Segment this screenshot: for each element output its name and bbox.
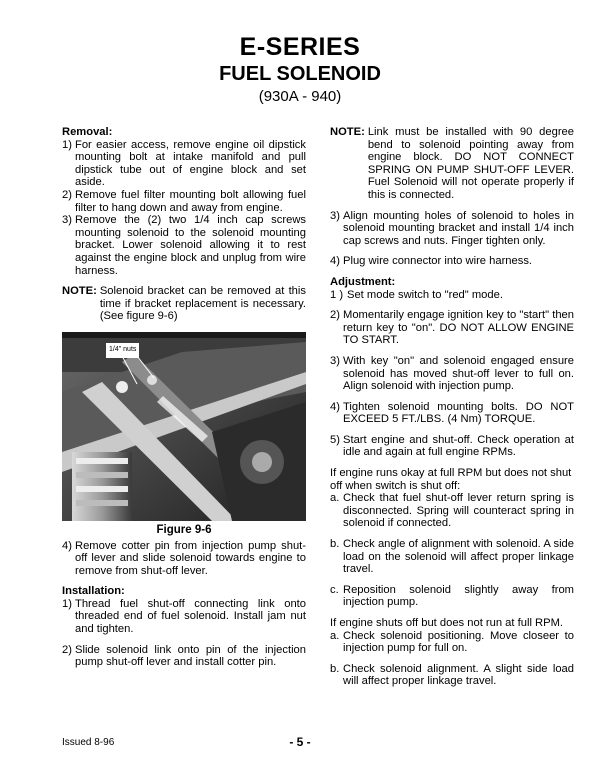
case1-item-a [330,492,574,530]
step-number: 4) [330,400,340,413]
step-text: Tighten solenoid mounting bolts. DO NOT EXCEED 5 FT./LBS. (4 Nm) TORQUE. [343,400,574,426]
step-number: 1) [62,138,72,151]
step-number: 3) [330,354,340,367]
model-range: (930A - 940) [258,88,342,105]
removal-step-3 [62,214,306,277]
step-number: 3) [330,209,340,222]
installation-step-1 [62,598,306,636]
item-letter: b. [330,538,340,551]
note-text: Link must be installed with 90 degree bend to solenoid pointing away from engine block. DO NOT CONNECT SPRING ON PUMP SHUT-OFF LEVER. Fuel Solenoid will not operate properly if this is connected. [367,126,574,201]
case1-item-b [330,538,574,576]
removal-step-2 [62,189,306,214]
figure-label: 1/4" nuts [106,343,139,358]
item-letter: b. [330,662,340,675]
step-text: Thread fuel shut-off connecting link onto threaded end of fuel solenoid. Install jam nut and tighten. [75,597,306,636]
step-number: 4) [330,255,340,268]
item-text: Check that fuel shut-off lever return spring is disconnected. Spring will counteract spring in solenoid if connected. [343,492,574,530]
step-text: For easier access, remove engine oil dipstick mounting bolt at intake manifold and pull dipstick tube out of engine block and set aside. [75,138,306,189]
step-number: 2) [62,188,72,201]
removal-step-4 [62,540,306,578]
step-number: 1) [62,597,72,610]
step-text: Start engine and shut-off. Check operation at idle and again at full engine RPMs. [343,433,574,459]
step-text: Remove the (2) two 1/4 inch cap screws mounting solenoid to the solenoid mounting bracket. Lower solenoid allowing it to rest against the engine block and unplug from wire harness. [75,214,306,277]
note-label: NOTE: [62,285,97,298]
installation-heading: Installation: [62,585,125,598]
step-number: 2) [62,643,72,656]
installation-step-3 [330,210,574,248]
step-text: Remove fuel filter mounting bolt allowing fuel filter to hang down and away from engine. [75,188,306,214]
case1-item-c [330,584,574,609]
adjustment-step-5 [330,434,574,459]
item-text: Reposition solenoid slightly away from injection pump. [343,583,574,609]
page-number: - 5 - [289,735,311,749]
removal-note [62,285,306,323]
item-text: Check solenoid positioning. Move closeer to injection pump for full on. [343,629,574,655]
case2-intro: If engine shuts off but does not run at full RPM. [330,617,564,629]
issue-date: Issued 8-96 [62,737,115,748]
right-column [330,126,574,688]
case1-intro: If engine runs okay at full RPM but does not shut off when switch is shut off: [330,467,572,492]
adjustment-step-3 [330,355,574,393]
case2-item-a [330,630,574,655]
adjustment-step-4 [330,401,574,426]
installation-step-2 [62,644,306,669]
page-title: FUEL SOLENOID [219,63,381,85]
left-column [62,126,306,669]
item-text: Check solenoid alignment. A slight side load will affect proper linkage travel. [343,662,574,688]
step-text: Align mounting holes of solenoid to holes in solenoid mounting bracket and install 1/4 inch cap screws and nuts. Finger tighten only. [343,209,574,247]
step-number: 1 ) [330,288,344,301]
engine-photo-illustration [62,332,306,521]
removal-step-1 [62,139,306,189]
step-number: 2) [330,309,340,322]
item-letter: c. [330,583,339,596]
step-text: With key "on" and solenoid engaged ensure solenoid has moved shut-off lever to full on. Align solenoid with injection pump. [343,354,574,393]
series-title: E-SERIES [239,33,361,61]
item-letter: a. [330,492,340,505]
removal-heading: Removal: [62,126,113,138]
step-text: Slide solenoid link onto pin of the injection pump shut-off lever and install cotter pin. [75,643,306,669]
case2-item-b [330,663,574,688]
installation-step-4 [330,255,574,268]
step-number: 3) [62,214,72,227]
figure-caption: Figure 9-6 [156,523,212,536]
item-text: Check angle of alignment with solenoid. A side load on the solenoid will affect proper linkage travel. [343,538,574,576]
figure-photo [62,332,306,521]
note-text: Solenoid bracket can be removed at this time if bracket replacement is necessary. (See figure 9-6) [99,285,306,323]
adjustment-step-2 [330,309,574,347]
step-text: Plug wire connector into wire harness. [343,255,533,268]
step-number: 4) [62,539,72,552]
step-number: 5) [330,433,340,446]
adjustment-step-1 [330,289,574,302]
step-text: Momentarily engage ignition key to "start" then return key to "on". DO NOT ALLOW ENGINE TO START. [343,309,574,347]
adjustment-heading: Adjustment: [330,275,396,288]
step-text: Remove cotter pin from injection pump shut-off lever and slide solenoid towards engine to remove from shut-off lever. [75,539,306,577]
step-text: Set mode switch to "red" mode. [347,288,503,301]
item-letter: a. [330,629,340,642]
note-label: NOTE: [330,126,365,138]
installation-note [330,126,574,202]
